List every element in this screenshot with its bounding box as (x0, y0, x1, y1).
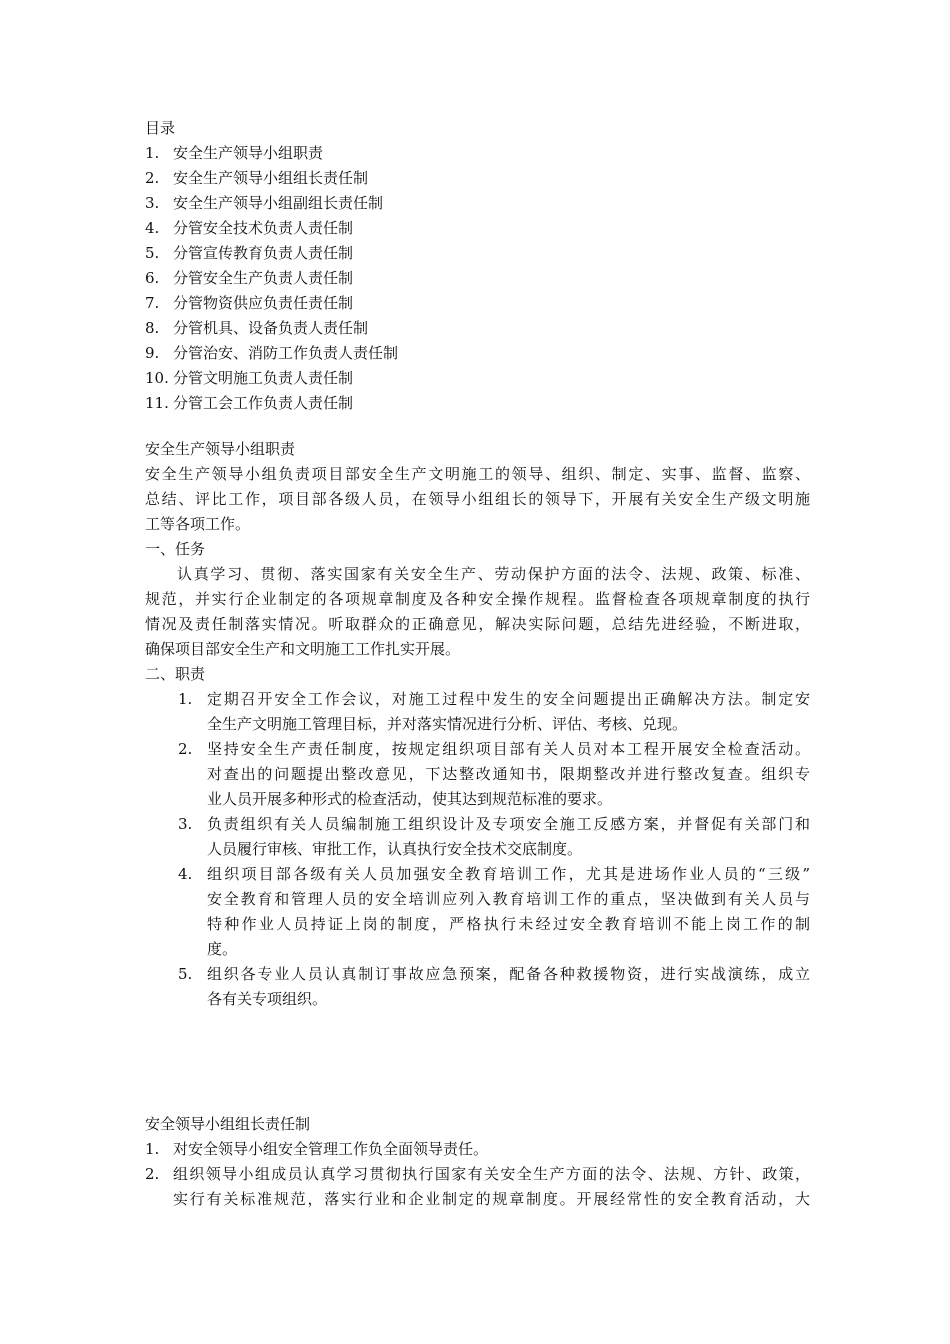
task-heading: 一、任务 (145, 540, 206, 558)
duty-line: 特种作业人员持证上岗的制度，严格执行未经过安全教育培训不能上岗工作的制 (207, 915, 810, 933)
paragraph-line: 工等各项工作。 (145, 515, 251, 533)
toc-item (145, 366, 810, 391)
toc-item-number: 5. (145, 244, 160, 262)
duty-line: 对查出的问题提出整改意见，下达整改通知书，限期整改并进行整改复查。组织专 (207, 765, 810, 783)
toc-item-number: 9. (145, 344, 160, 362)
duty-number: 4. (178, 865, 193, 883)
toc-item-text: 分管物资供应负责任责任制 (173, 294, 354, 312)
toc-item-number: 8. (145, 319, 160, 337)
toc-item (145, 291, 810, 316)
item-number: 1. (145, 1140, 160, 1158)
toc-item (145, 241, 810, 266)
duty-line: 负责组织有关人员编制施工组织设计及专项安全施工反感方案，并督促有关部门和 (207, 815, 810, 833)
toc-item (145, 316, 810, 341)
duty-number: 2. (178, 740, 193, 758)
toc-item-text: 分管机具、设备负责人责任制 (173, 319, 369, 337)
paragraph-line: 总结、评比工作，项目部各级人员，在领导小组组长的领导下，开展有关安全生产级文明施 (145, 490, 810, 508)
paragraph-line: 确保项目部安全生产和文明施工工作扎实开展。 (145, 640, 461, 658)
duty-line: 业人员开展多种形式的检查活动，使其达到规范标准的要求。 (207, 790, 613, 808)
duty-heading: 二、职责 (145, 665, 206, 683)
toc-item-number: 7. (145, 294, 160, 312)
duty-line: 组织项目部各级有关人员加强安全教育培训工作，尤其是进场作业人员的“三级” (207, 865, 810, 883)
toc-item (145, 216, 810, 241)
toc-item (145, 191, 810, 216)
toc-item-number: 1. (145, 144, 160, 162)
toc-item (145, 266, 810, 291)
section-title: 安全领导小组组长责任制 (145, 1115, 311, 1133)
toc-item (145, 391, 810, 416)
toc-item-text: 安全生产领导小组组长责任制 (173, 169, 369, 187)
toc-item-number: 10. (145, 369, 169, 387)
duty-line: 安全教育和管理人员的安全培训应列入教育培训工作的重点，坚决做到有关人员与 (207, 890, 810, 908)
toc-title: 目录 (145, 119, 176, 137)
duty-line: 坚持安全生产责任制度，按规定组织项目部有关人员对本工程开展安全检查活动。 (207, 740, 810, 758)
duty-number: 1. (178, 690, 193, 708)
paragraph-line: 认真学习、贯彻、落实国家有关安全生产、劳动保护方面的法令、法规、政策、标准、 (177, 565, 810, 583)
item-line: 实行有关标准规范，落实行业和企业制定的规章制度。开展经常性的安全教育活动，大 (173, 1190, 810, 1208)
item-number: 2. (145, 1165, 160, 1183)
duty-line: 组织各专业人员认真制订事故应急预案，配备各种救援物资，进行实战演练，成立 (207, 965, 810, 983)
paragraph-line: 情况及责任制落实情况。听取群众的正确意见，解决实际问题，总结先进经验，不断进取， (145, 615, 810, 633)
duty-line: 度。 (207, 940, 238, 958)
duty-number: 3. (178, 815, 193, 833)
toc-item-text: 分管治安、消防工作负责人责任制 (173, 344, 399, 362)
toc-item-number: 3. (145, 194, 160, 212)
toc-item-text: 安全生产领导小组副组长责任制 (173, 194, 384, 212)
toc-item (145, 341, 810, 366)
toc-item-text: 分管文明施工负责人责任制 (173, 369, 354, 387)
toc-item-text: 分管安全技术负责人责任制 (173, 219, 354, 237)
toc-item-number: 6. (145, 269, 160, 287)
item-line: 组织领导小组成员认真学习贯彻执行国家有关安全生产方面的法令、法规、方针、政策， (173, 1165, 810, 1183)
toc-item-text: 分管宣传教育负责人责任制 (173, 244, 354, 262)
toc-item-text: 分管工会工作负责人责任制 (173, 394, 354, 412)
toc-item-number: 2. (145, 169, 160, 187)
toc-item-number: 11. (145, 394, 169, 412)
paragraph-line: 安全生产领导小组负责项目部安全生产文明施工的领导、组织、制定、实事、监督、监察、 (145, 465, 810, 483)
duty-line: 人员履行审核、审批工作，认真执行安全技术交底制度。 (207, 840, 583, 858)
item-line: 对安全领导小组安全管理工作负全面领导责任。 (173, 1140, 489, 1158)
section-title: 安全生产领导小组职责 (145, 440, 296, 458)
duty-line: 定期召开安全工作会议，对施工过程中发生的安全问题提出正确解决方法。制定安 (207, 690, 810, 708)
toc-item (145, 166, 810, 191)
toc-item-text: 安全生产领导小组职责 (173, 144, 324, 162)
toc-item (145, 141, 810, 166)
paragraph-line: 规范，并实行企业制定的各项规章制度及各种安全操作规程。监督检查各项规章制度的执行 (145, 590, 810, 608)
toc-item-text: 分管安全生产负责人责任制 (173, 269, 354, 287)
duty-line: 全生产文明施工管理目标，并对落实情况进行分析、评估、考核、兑现。 (207, 715, 688, 733)
duty-line: 各有关专项组织。 (207, 990, 328, 1008)
duty-number: 5. (178, 965, 193, 983)
toc-item-number: 4. (145, 219, 160, 237)
